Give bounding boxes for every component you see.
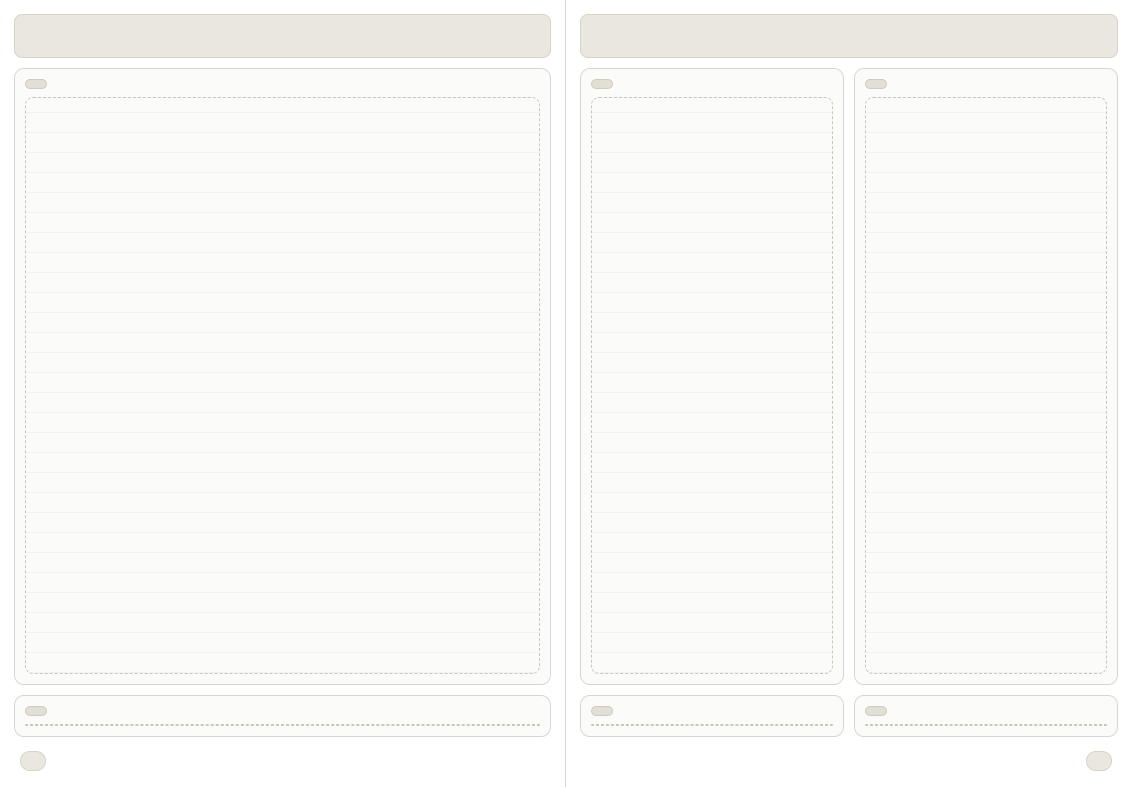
- right-page-header: [580, 14, 1118, 58]
- left-section-2-title: [25, 706, 47, 716]
- right-section-1-title: [591, 79, 613, 89]
- right-section-1: [580, 68, 844, 685]
- right-section-4-title: [865, 706, 887, 716]
- left-section-1-title: [25, 79, 47, 89]
- right-section-2: [854, 68, 1118, 685]
- right-bottom-grid: [580, 695, 1118, 737]
- left-section-2: [14, 695, 551, 737]
- right-section-3-body: [591, 724, 833, 726]
- right-section-2-title: [865, 79, 887, 89]
- right-section-1-body: [591, 97, 833, 674]
- left-section-2-body: [25, 724, 540, 726]
- right-page-number: [1086, 751, 1112, 771]
- right-section-4-body: [865, 724, 1107, 726]
- right-top-grid: [580, 68, 1118, 685]
- left-page-footer: [14, 747, 551, 775]
- right-section-3-title: [591, 706, 613, 716]
- right-section-3: [580, 695, 844, 737]
- right-section-2-body: [865, 97, 1107, 674]
- left-section-1-body: [25, 97, 540, 674]
- right-page: [566, 0, 1132, 787]
- left-page-content: [14, 68, 551, 737]
- right-section-4: [854, 695, 1118, 737]
- left-page-number: [20, 751, 46, 771]
- left-section-1: [14, 68, 551, 685]
- left-page-header: [14, 14, 551, 58]
- right-page-content: [580, 68, 1118, 737]
- right-page-footer: [580, 747, 1118, 775]
